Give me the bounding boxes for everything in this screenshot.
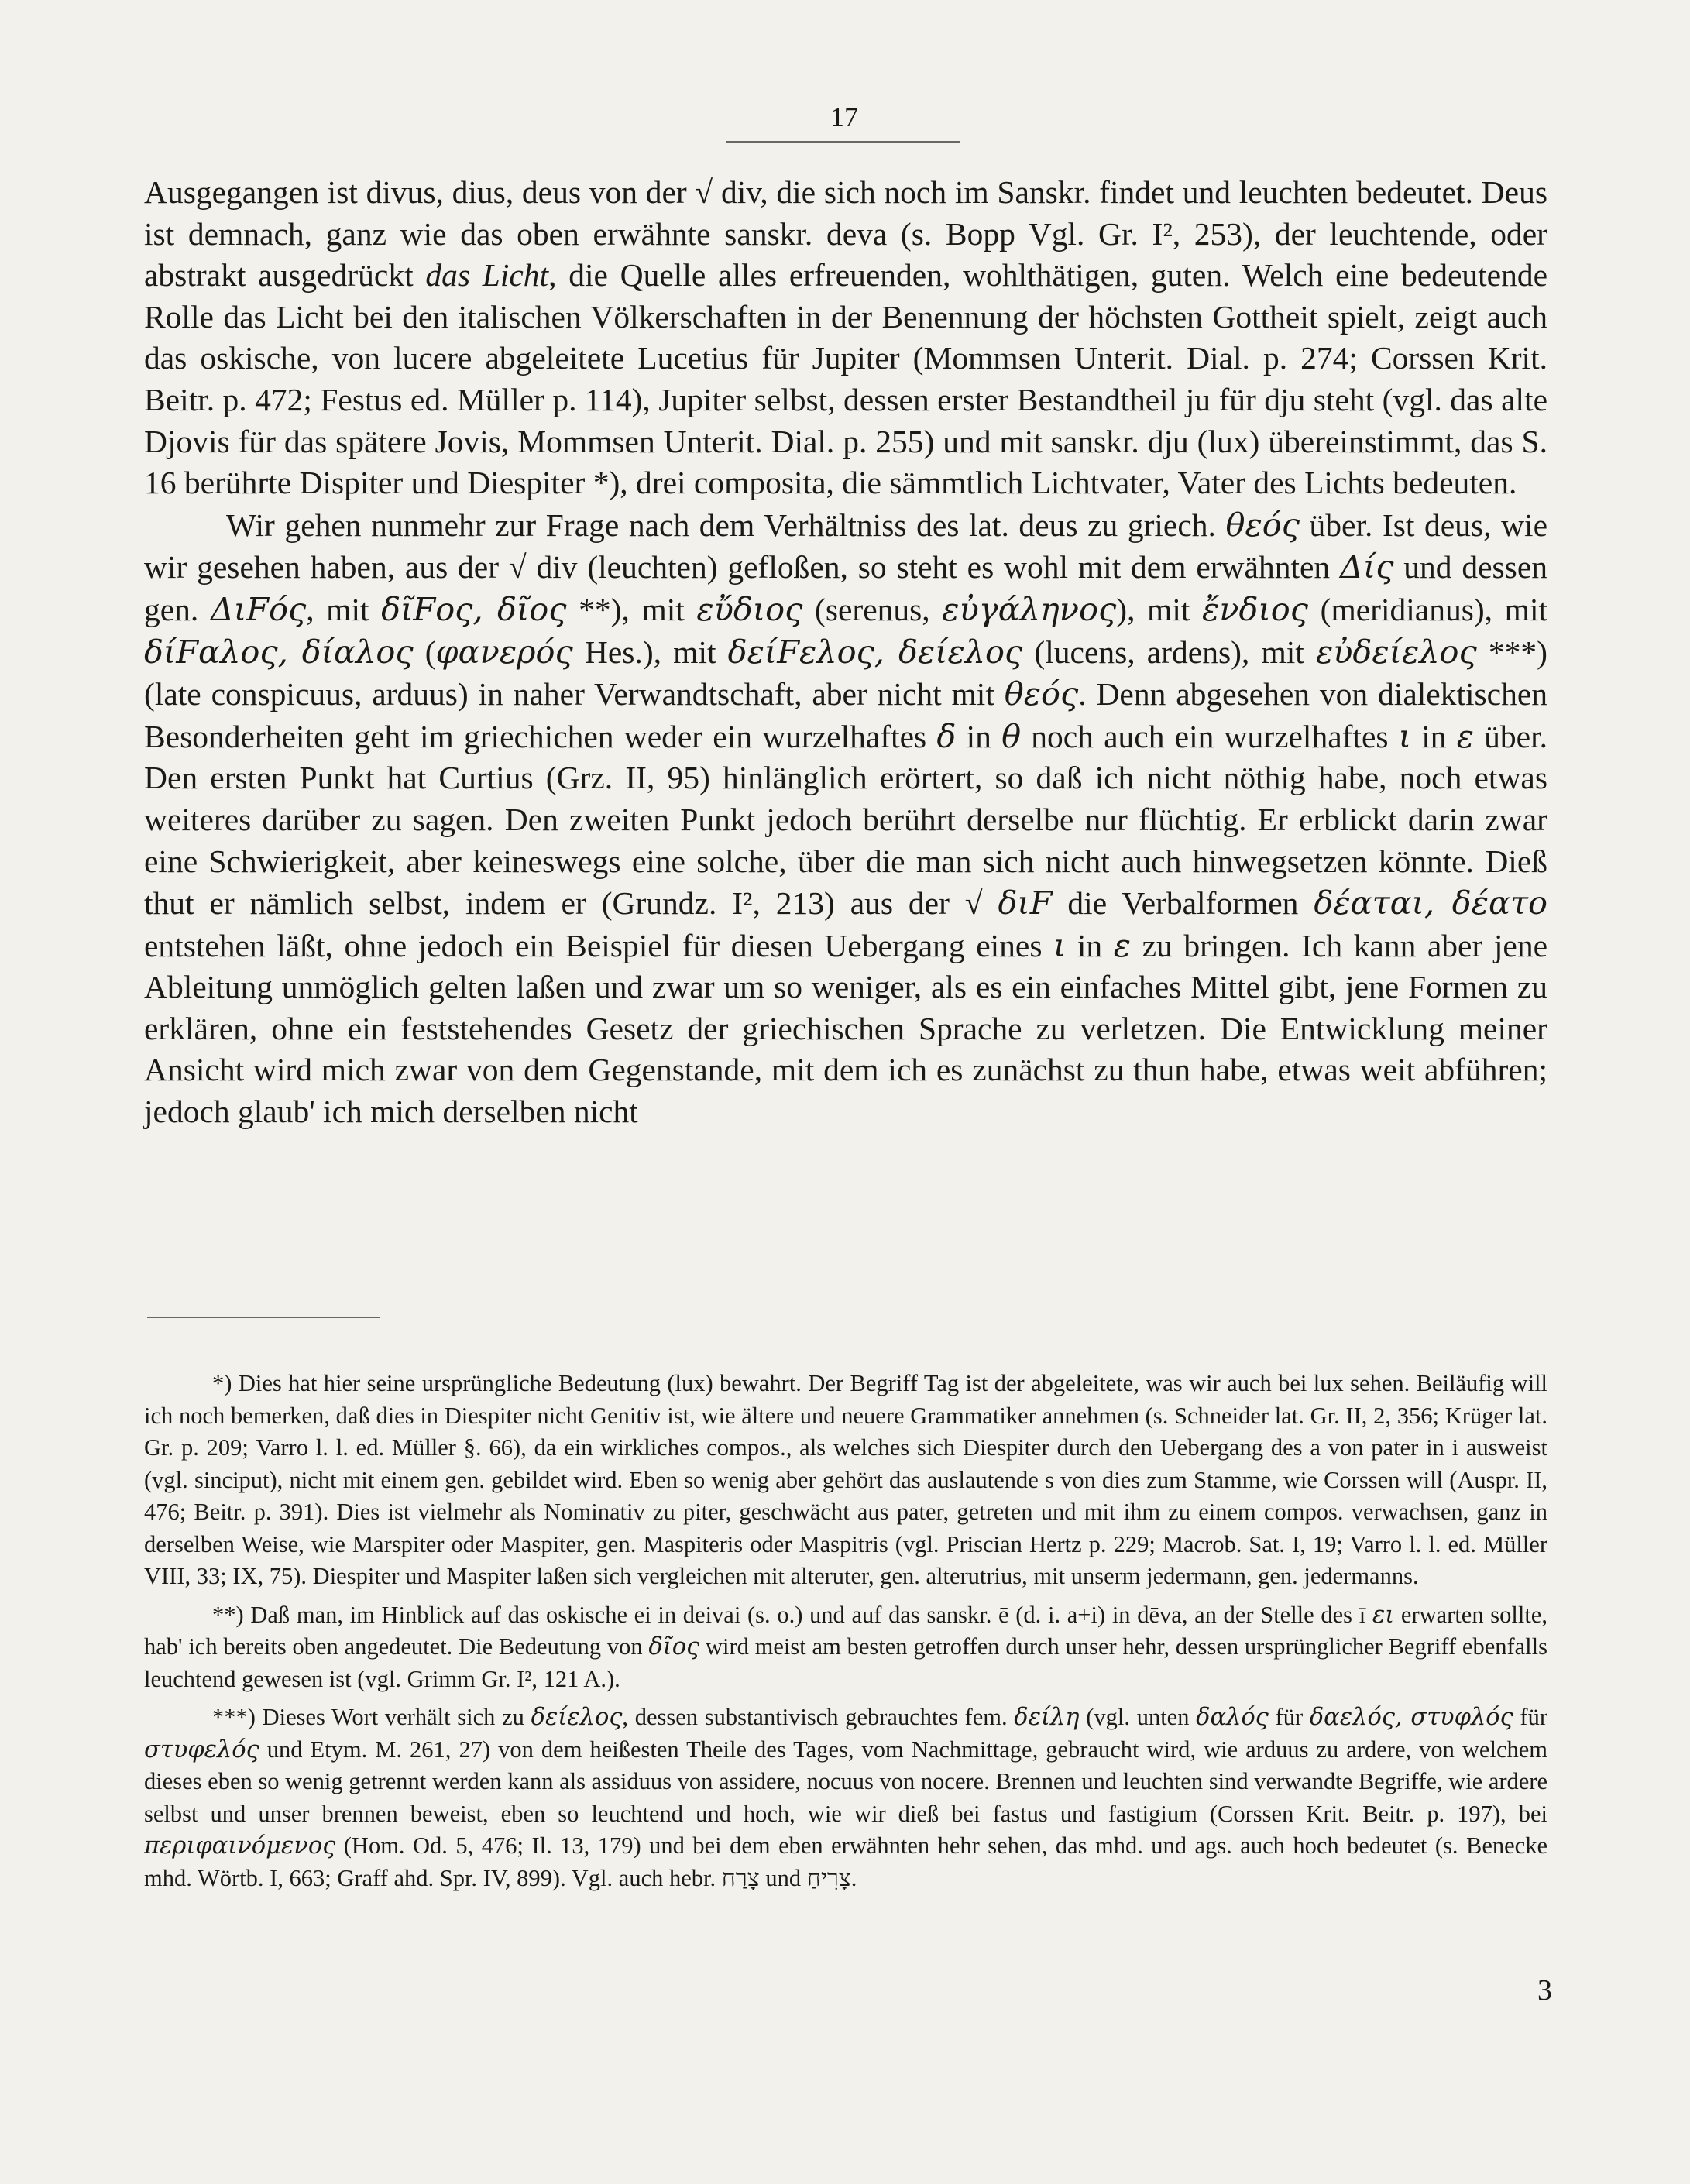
greek-word: περιφαινόμενος xyxy=(144,1832,336,1859)
p2-text: ), mit xyxy=(1116,591,1203,627)
p2-text: (meridianus), mit xyxy=(1308,591,1548,627)
p2-text: ***) (late conspicuus, arduus) in naher Verwandtschaft, aber nicht mit xyxy=(144,634,1547,713)
fn3-text: (Hom. Od. 5, 476; Il. 13, 179) und bei dem eben erwähnten hehr sehen, das mhd. und ags. auch hoch bedeutet (s. Benecke mhd. Wörtb. I, 663; Graff ahd. Spr. IV, 899). Vgl. auch hebr. xyxy=(144,1832,1547,1891)
greek-word: ἔνδιος xyxy=(1202,589,1309,628)
greek-word: εὐγάληνος xyxy=(942,589,1117,628)
fn3-text: (vgl. unten xyxy=(1079,1704,1197,1730)
p2-text: über. Ist deus, wie wir gesehen haben, aus der √ div (leuchten) gefloßen, so steht es wohl mit dem erwähnten xyxy=(144,507,1547,585)
page-number: 17 xyxy=(830,101,858,132)
greek-word: ι xyxy=(1053,925,1067,964)
greek-word: ΔιFός xyxy=(210,589,307,628)
p2-text: Wir gehen nunmehr zur Frage nach dem Verhältniss des lat. deus zu griech. xyxy=(226,507,1226,543)
hebrew-word: צָרַח xyxy=(721,1864,760,1891)
p2-text: Hes.), mit xyxy=(572,634,728,670)
greek-word: δείFελος, δείελος xyxy=(727,632,1023,671)
p2-text: über. Den ersten Punkt hat Curtius (Grz. II, 95) hinlänglich erörtert, so daß ich nicht nöthig habe, noch etwas weiteres darüber zu sagen. Den zweiten Punkt jedoch berührt derselbe nur flüchtig. Er erblickt darin zwar eine Schwierigkeit, aber keineswegs eine solche, über die man sich nicht auch hinwegsetzen könnte. Dieß thut er nämlich selbst, indem er (Grundz. I², 213) aus der √ xyxy=(144,718,1548,922)
greek-word: δ xyxy=(936,716,957,755)
fn3-text: und xyxy=(759,1864,807,1891)
header-rule xyxy=(726,141,960,143)
fn3-text: . xyxy=(850,1864,857,1891)
greek-word: θεός xyxy=(1225,505,1300,544)
p2-text: zu bringen. Ich kann aber jene Ableitung unmöglich gelten laßen und zwar um so weniger, als es ein einfaches Mittel gibt, jene Formen zu erklären, ohne ein feststehendes Gesetz der griechischen Sprache zu verletzen. Die Entwicklung meiner Ansicht wird mich zwar von dem Gegenstande, mit dem ich es zunächst zu thun habe, etwas weit abführen; jedoch glaub' ich mich derselben nicht xyxy=(144,927,1547,1130)
fn3-text: ***) Dieses Wort verhält sich zu xyxy=(212,1704,531,1730)
p2-text: ( xyxy=(413,634,436,670)
fn3-text: , dessen substantivisch gebrauchtes fem. xyxy=(622,1704,1015,1730)
greek-word: ε xyxy=(1456,716,1474,755)
p2-text: in xyxy=(1066,927,1114,963)
footnote-3 xyxy=(144,1702,1547,1894)
greek-word: στυφελός xyxy=(144,1736,259,1763)
footnote-rule xyxy=(147,1317,380,1318)
greek-word: Δίς xyxy=(1339,548,1394,586)
fn2-text: wird meist am besten getroffen durch unser hehr, dessen ursprünglicher Begriff ebenfalls leuchtend gewesen ist (vgl. Grimm Gr. I², 121 A.). xyxy=(144,1633,1547,1692)
greek-word: δέαται, δέατο xyxy=(1314,884,1547,922)
p2-text: (serenus, xyxy=(802,591,943,627)
fn2-text: **) Daß man, im Hinblick auf das oskische ei in deivai (s. o.) und auf das sanskr. ē (d. i. a+i) in dēva, an der Stelle des ī xyxy=(212,1601,1372,1628)
fn3-text: für xyxy=(1513,1704,1547,1730)
p2-text: entstehen läßt, ohne jedoch ein Beispiel für diesen Uebergang eines xyxy=(144,927,1054,963)
greek-word: θεός xyxy=(1004,675,1079,713)
p1-text-c: , die Quelle alles erfreuenden, wohlthätigen, guten. Welch eine bedeutende Rolle das Licht bei den italischen Völkerschaften in der Benennung der höchsten Gottheit spielt, zeigt auch das oskische, von lucere abgeleitete Lucetius für Jupiter (Mommsen Unterit. Dial. p. 274; Corssen Krit. Beitr. p. 472; Festus ed. Müller p. 114), Jupiter selbst, dessen erster Bestandtheil ju für dju steht (vgl. das alte Djovis für das spätere Jovis, Mommsen Unterit. Dial. p. 255) und mit sanskr. dju (lux) übereinstimmt, das S. 16 berührte Dispiter und Diespiter *), drei composita, die sämmtlich Lichtvater, Vater des Lichts bedeuten. xyxy=(144,257,1547,501)
paragraph-1 xyxy=(144,172,1547,504)
main-text xyxy=(144,172,1547,1133)
p2-text: . Denn abgesehen von dialektischen Besonderheiten geht im griechichen weder ein wurzelhaftes xyxy=(144,676,1547,754)
paragraph-2 xyxy=(144,504,1547,1133)
p2-text: und dessen gen. xyxy=(144,549,1547,627)
footnotes xyxy=(144,1368,1547,1901)
greek-word: ι xyxy=(1398,716,1412,755)
greek-word: δαελός, στυφλός xyxy=(1309,1704,1513,1731)
greek-word: δείελος xyxy=(531,1704,623,1731)
p2-text: die Verbalformen xyxy=(1052,885,1314,922)
greek-word: δῖFος, δῖος xyxy=(381,589,567,628)
p2-text: (lucens, ardens), mit xyxy=(1022,634,1316,670)
p1-text-a: Ausgegangen ist divus, dius, deus von der √ div, die sich noch im Sanskr. findet und leuchten bedeutet. Deus ist demnach, ganz wie das oben erwähnte sanskr. deva (s. Bopp Vgl. Gr. I², 253), der leuchtende, oder abstrakt ausgedrückt xyxy=(144,174,1547,294)
greek-word: δείλη xyxy=(1014,1704,1080,1731)
greek-word: δῖος xyxy=(648,1633,700,1660)
p2-text: in xyxy=(1411,718,1457,754)
printer-signature: 3 xyxy=(1537,1974,1552,2007)
p2-text: , mit xyxy=(306,591,382,627)
greek-word: εὐδείελος xyxy=(1315,632,1477,671)
greek-word: θ xyxy=(1001,716,1022,755)
footnote-2 xyxy=(144,1599,1547,1696)
greek-word: φανερός xyxy=(435,632,573,671)
p2-text: in xyxy=(956,718,1002,754)
greek-word: εὔδιος xyxy=(696,589,803,628)
greek-word: δαλός xyxy=(1196,1704,1269,1731)
p2-text: **), mit xyxy=(566,591,697,627)
p1-emphasis: das Licht xyxy=(425,257,549,294)
greek-word: ε xyxy=(1113,925,1132,964)
fn3-text: und Etym. M. 261, 27) von dem heißesten Theile des Tages, vom Nachmittage, gebraucht wird, wie arduus zu ardere, von welchem dieses eben so wenig getrennt werden kann als assiduus von assidere, nocuus von nocere. Brennen und leuchten sind verwandte Begriffe, wie ardere selbst und unser brennen beweist, eben so leuchtend und hoch, wie wir dieß bei fastus und fastigium (Corssen Krit. Beitr. p. 197), bei xyxy=(144,1736,1547,1827)
footnote-1: *) Dies hat hier seine ursprüngliche Bedeutung (lux) bewahrt. Der Begriff Tag ist der abgeleitete, was wir auch bei lux sehen. Beiläufig will ich noch bemerken, daß dies in Diespiter nicht Genitiv ist, wie ältere und neuere Grammatiker annehmen (s. Schneider lat. Gr. II, 2, 356; Krüger lat. Gr. p. 209; Varro l. l. ed. Müller §. 66), da ein wirkliches compos., als welches sich Diespiter durch den Uebergang des a von pater in i ausweist (vgl. sinciput), nicht mit einem gen. gebildet wird. Eben so wenig aber gehört das auslautende s von dies zum Stamme, wie Corssen will (Auspr. II, 476; Beitr. p. 391). Dies ist vielmehr als Nominativ zu piter, geschwächt aus pater, getreten und mit ihm zu einem compos. verwachsen, ganz in derselben Weise, wie Marspiter oder Maspiter, gen. Maspiteris oder Maspitris (vgl. Priscian Hertz p. 229; Macrob. Sat. I, 19; Varro l. l. ed. Müller VIII, 33; IX, 75). Diespiter und Maspiter laßen sich vergleichen mit alteruter, gen. alterutrius, mit unserm jedermann, gen. jedermanns. xyxy=(144,1370,1547,1589)
greek-word: ει xyxy=(1372,1601,1395,1629)
p2-text: noch auch ein wurzelhaftes xyxy=(1021,718,1399,754)
hebrew-word: צָרִיחַ xyxy=(806,1864,851,1891)
greek-word: δίFαλος, δίαλος xyxy=(144,632,414,671)
fn2-text: erwarten sollte, hab' ich bereits oben angedeutet. Die Bedeutung von xyxy=(144,1601,1547,1660)
fn3-text: für xyxy=(1268,1704,1310,1730)
greek-word: διF xyxy=(998,884,1053,922)
